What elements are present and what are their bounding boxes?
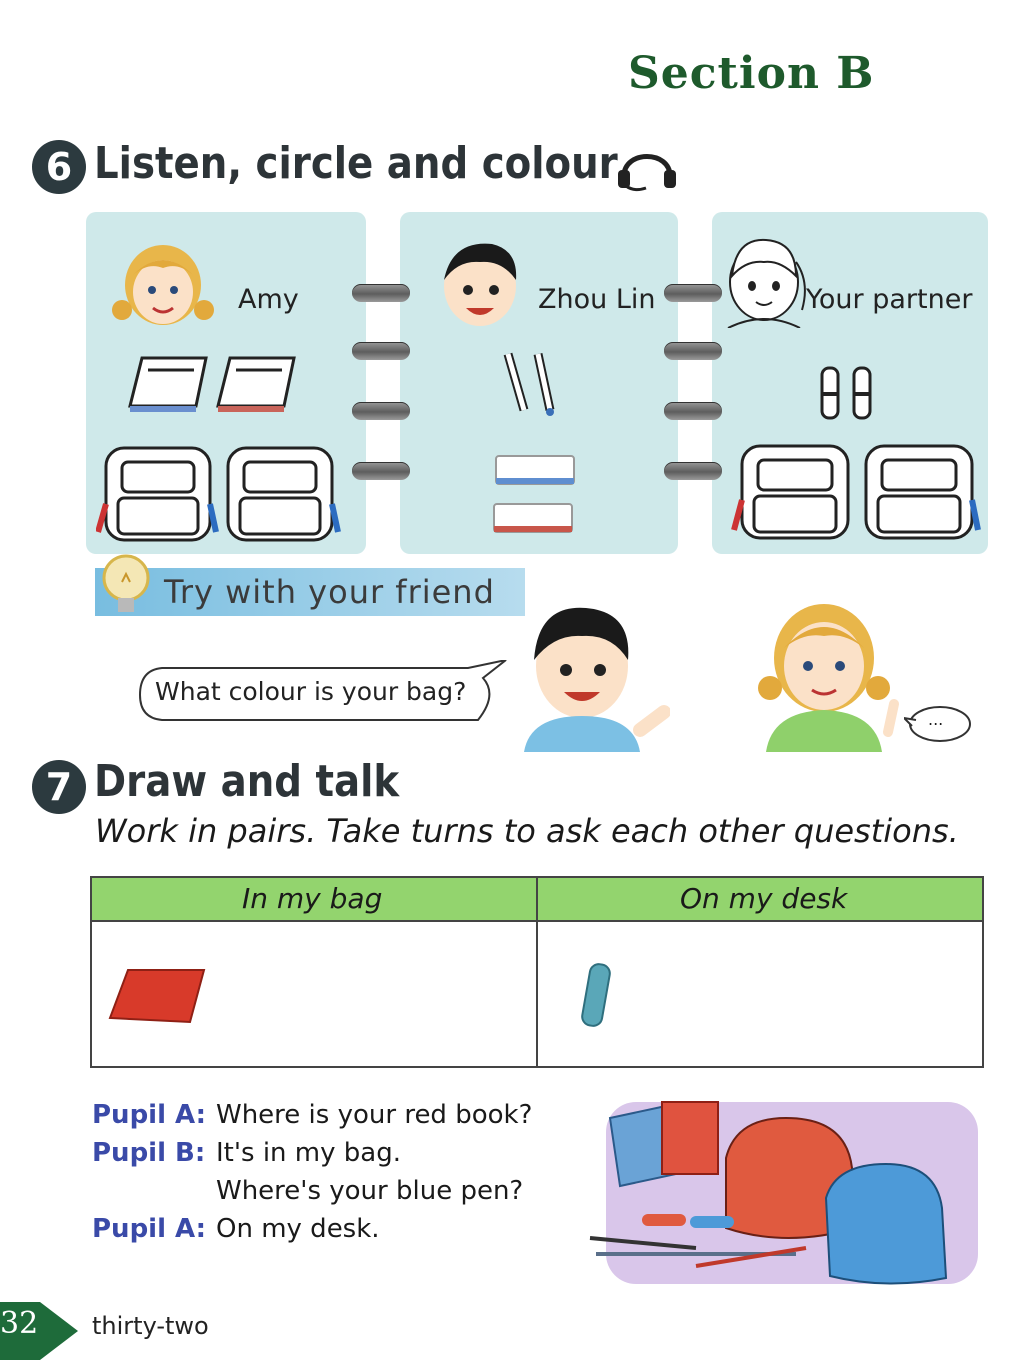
header-on-my-desk: On my desk: [680, 882, 848, 915]
dialogue-line-1: Where is your red book?: [216, 1100, 533, 1130]
headphones-icon: [614, 140, 680, 192]
page-number-words: thirty-two: [92, 1312, 209, 1340]
markers-icon[interactable]: [814, 364, 878, 422]
blue-marker-icon[interactable]: [576, 960, 616, 1030]
boy-illustration: [520, 600, 670, 752]
binder-ring: [664, 462, 722, 480]
girl-illustration: [752, 592, 912, 752]
schoolbags-icon[interactable]: [96, 434, 342, 542]
panel-name-your-partner: Your partner: [806, 284, 973, 315]
pencils-icon[interactable]: [500, 348, 564, 420]
activity-6-title: Listen, circle and colour: [94, 138, 618, 189]
dialogue-speaker-1: Pupil A:: [92, 1100, 207, 1130]
section-title: Section B: [628, 48, 875, 99]
partner-schoolbags-icon[interactable]: [730, 430, 982, 542]
activity-7-instructions: Work in pairs. Take turns to ask each other questions.: [95, 812, 959, 850]
panel-name-zhou-lin: Zhou Lin: [538, 284, 656, 315]
binder-ring: [352, 462, 410, 480]
panel-name-amy: Amy: [238, 284, 299, 315]
dialogue-speaker-4: Pupil A:: [92, 1214, 207, 1244]
notebooks-icon[interactable]: [124, 350, 304, 416]
binder-ring: [664, 284, 722, 302]
amy-face-icon: [108, 240, 218, 330]
activity-7-number: 7: [32, 760, 86, 814]
binder-ring: [352, 402, 410, 420]
partner-face-icon: [718, 232, 810, 328]
dialogue-speaker-2: Pupil B:: [92, 1138, 206, 1168]
zhou-lin-face-icon: [432, 236, 528, 332]
dialogue-line-4: On my desk.: [216, 1214, 380, 1244]
table-divider: [536, 878, 538, 1066]
page-number: 32: [0, 1306, 39, 1341]
reply-bubble-text: ...: [928, 710, 944, 729]
binder-ring: [664, 402, 722, 420]
bags-illustration: [586, 1098, 980, 1288]
lightbulb-icon: [96, 552, 158, 618]
dialogue-line-3: Where's your blue pen?: [216, 1176, 524, 1206]
speech-bubble-text: What colour is your bag?: [155, 677, 467, 706]
erasers-icon[interactable]: [488, 452, 580, 538]
activity-7-title: Draw and talk: [94, 756, 400, 807]
binder-ring: [664, 342, 722, 360]
activity-6-number: 6: [32, 140, 86, 194]
binder-ring: [352, 284, 410, 302]
header-in-my-bag: In my bag: [242, 882, 383, 915]
try-label: Try with your friend: [164, 573, 495, 611]
draw-table: [90, 876, 984, 1068]
red-book-icon[interactable]: [108, 966, 208, 1026]
dialogue-line-2: It's in my bag.: [216, 1138, 401, 1168]
binder-ring: [352, 342, 410, 360]
